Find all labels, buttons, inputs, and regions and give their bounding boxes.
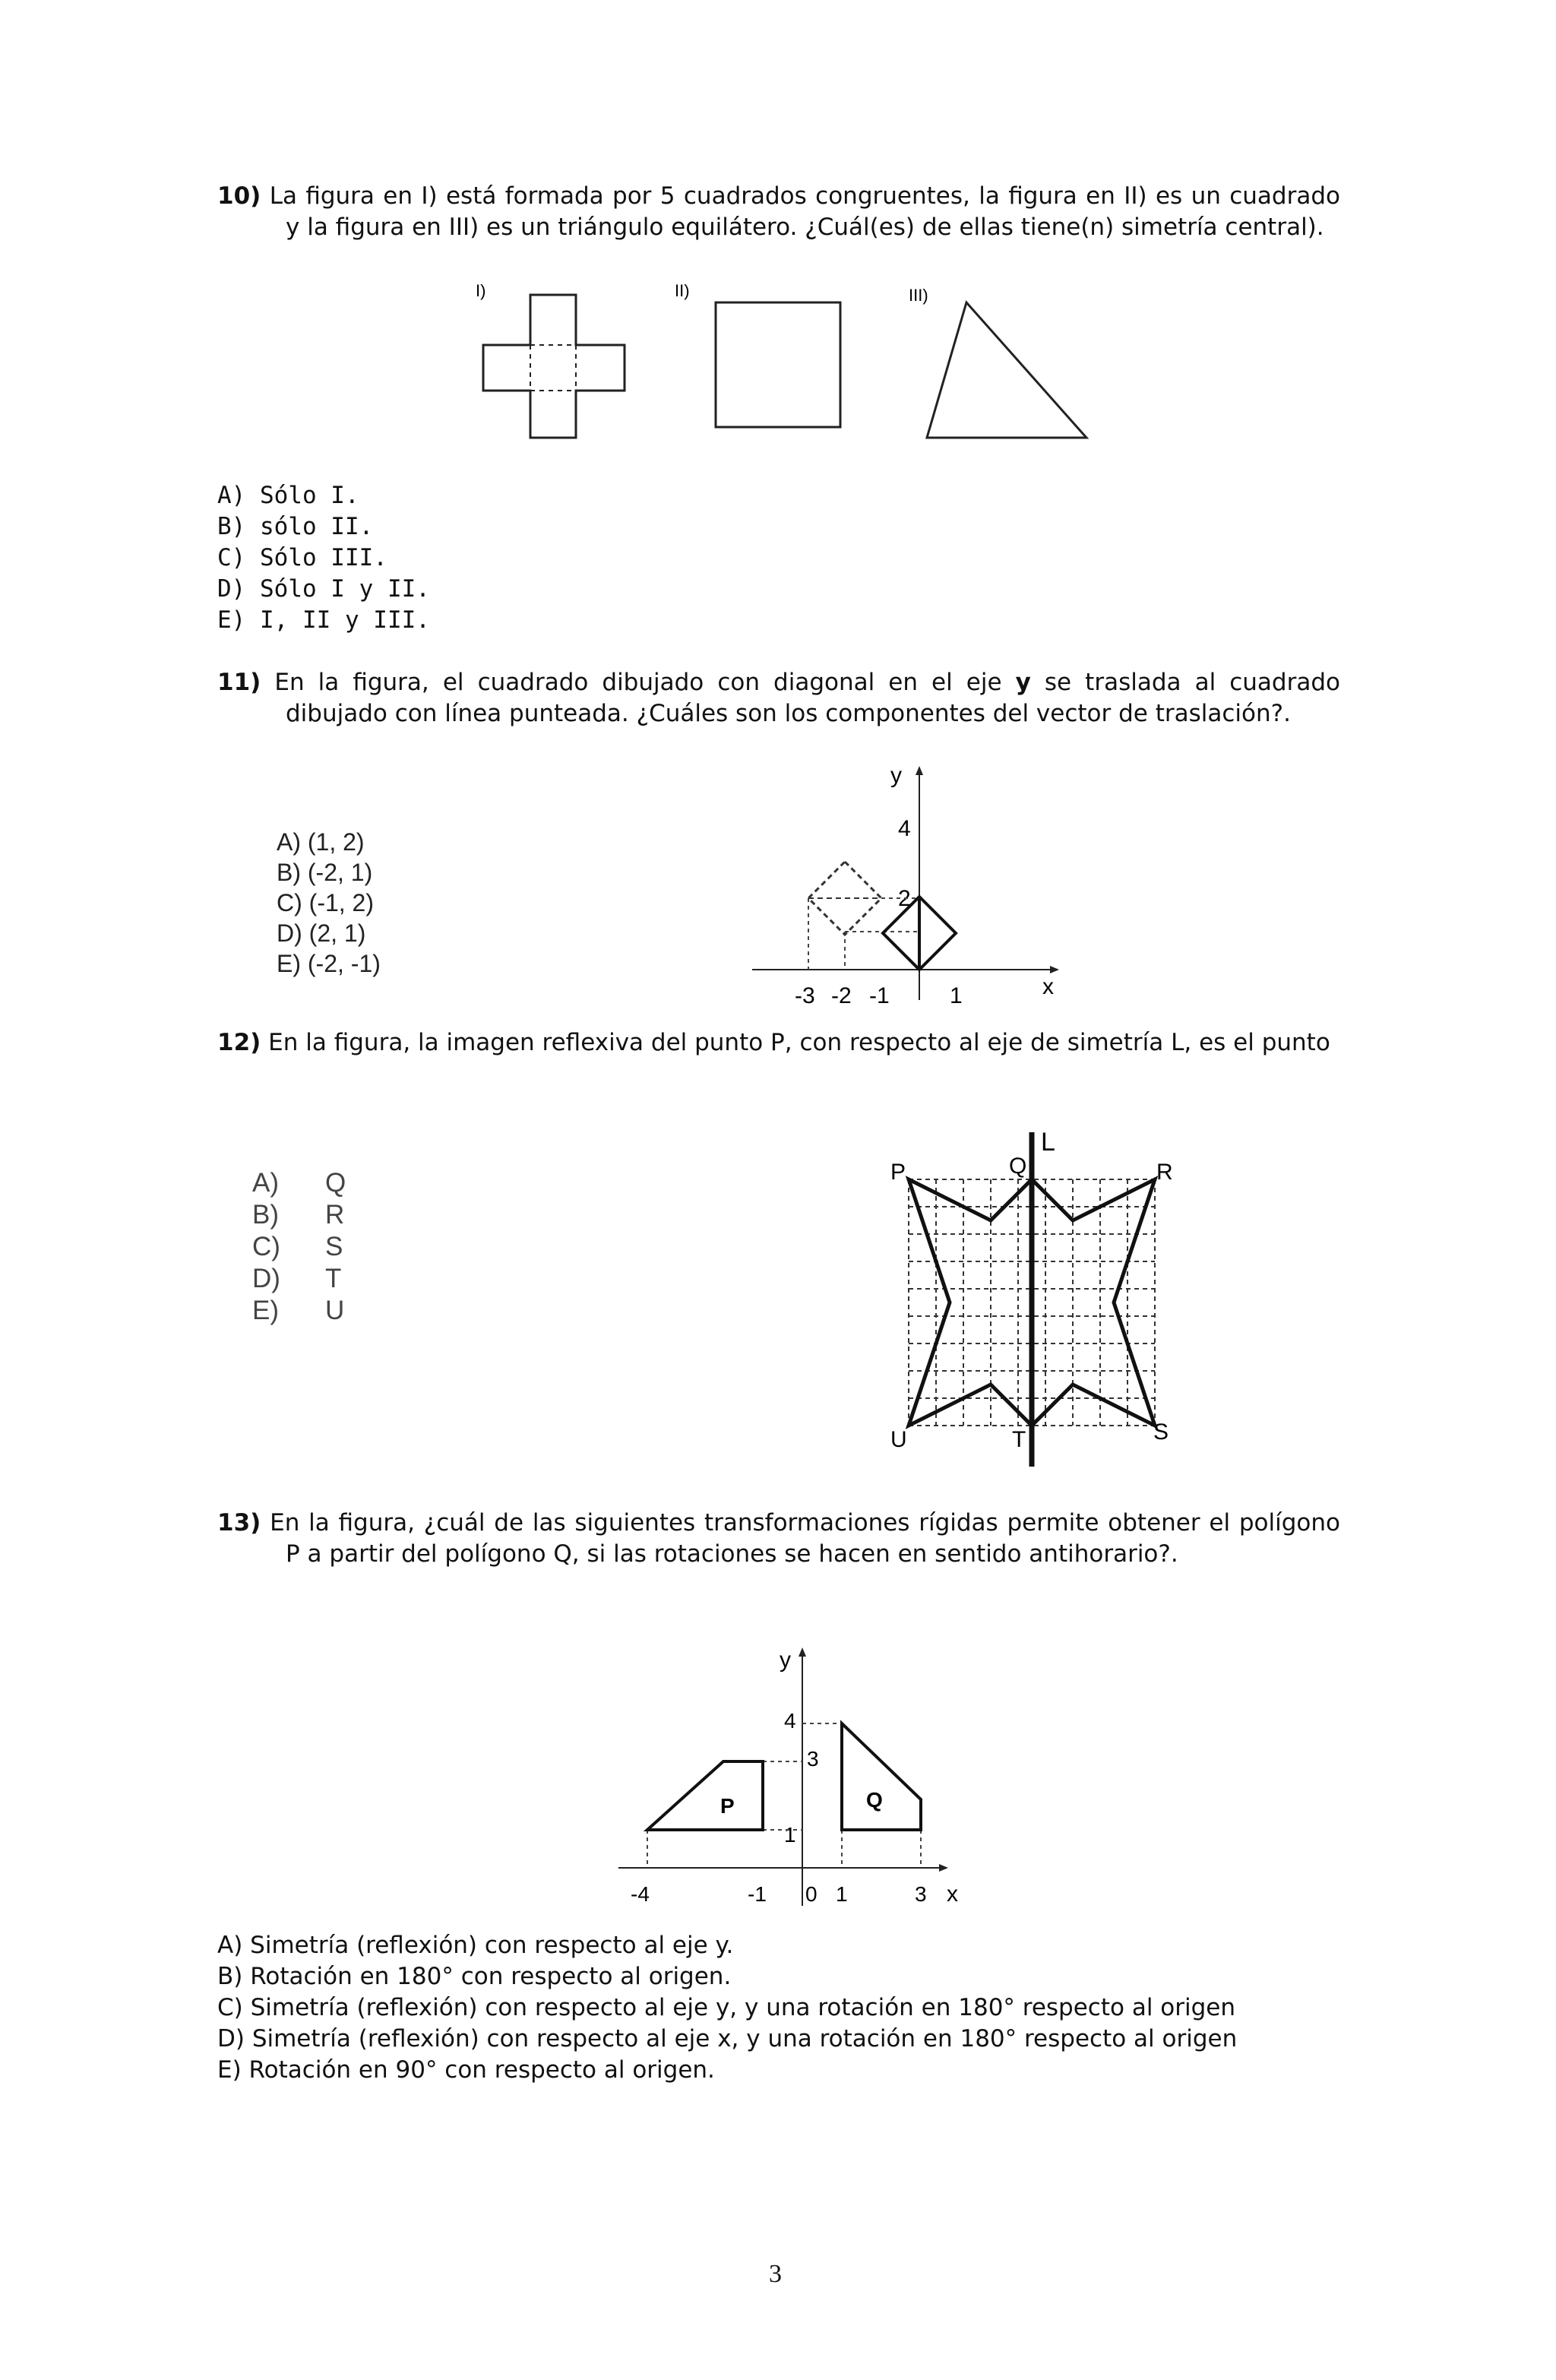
q13-x-tick-3: 3 (915, 1882, 927, 1906)
q12-label-l: L (1041, 1128, 1055, 1157)
q11-x-arrow (1050, 966, 1059, 973)
q12-option-b[interactable]: B) R (252, 1200, 345, 1230)
q13-x-tick-1: 1 (836, 1882, 848, 1906)
q11-text-before: En la figura, el cuadrado dibujado con diagonal en el eje (274, 669, 1016, 696)
q12-text: En la figura, la imagen reflexiva del punto P, con respecto al eje de simetría L, es el punto (268, 1029, 1330, 1056)
q13-label-p: P (720, 1794, 735, 1818)
q13-y-arrow (799, 1647, 806, 1657)
q11-option-c[interactable]: C) (-1, 2) (277, 889, 374, 916)
q11-number: 11) (217, 669, 261, 696)
q13-options (217, 1930, 1237, 2086)
q12-figure (881, 1125, 1200, 1474)
q10-fig-label-2: II) (675, 281, 690, 300)
q12-statement (217, 1027, 1340, 1059)
q13-polygon-q (842, 1723, 921, 1830)
q13-text: En la figura, ¿cuál de las siguientes transformaciones rígidas permite obtener el polígono P a partir del polígono Q, si las rotaciones se hacen en sentido antihorario?. (270, 1509, 1340, 1568)
q13-option-e[interactable]: E) Rotación en 90° con respecto al origen. (217, 2056, 715, 2084)
q13-polygon-p (647, 1761, 763, 1830)
q11-x-tick-m2: -2 (831, 983, 852, 1008)
triangle-figure (927, 302, 1086, 438)
q13-y-tick-4: 4 (784, 1709, 796, 1733)
q13-statement (217, 1508, 1340, 1570)
q13-option-d[interactable]: D) Simetría (reflexión) con respecto al eje x, y una rotación en 180° respecto al origen (217, 2025, 1238, 2052)
q12-options (252, 1167, 346, 1327)
q13-x-tick-m4: -4 (631, 1882, 650, 1906)
q13-y-tick-3: 3 (807, 1747, 819, 1771)
q10-fig-label-1: I) (476, 281, 486, 300)
q13-graph (608, 1638, 972, 1920)
q11-y-label: y (890, 763, 902, 788)
q12-option-a[interactable]: A) Q (252, 1168, 346, 1198)
q13-number: 13) (217, 1509, 261, 1537)
q10-fig-label-3: III) (909, 286, 928, 305)
q11-x-tick-m1: -1 (869, 983, 890, 1008)
q10-figures (456, 281, 1109, 448)
q13-option-b[interactable]: B) Rotación en 180° con respecto al origen. (217, 1963, 732, 1990)
q11-option-a[interactable]: A) (1, 2) (277, 828, 365, 856)
q10-statement (217, 181, 1340, 243)
q10-number: 10) (217, 182, 261, 210)
q12-option-d[interactable]: D) T (252, 1264, 342, 1293)
q10-text: La figura en I) está formada por 5 cuadrados congruentes, la figura en II) es un cuadrado y la figura en III) es un triángulo equilátero. ¿Cuál(es) de ellas tiene(n) simetría central). (269, 182, 1340, 241)
cross-figure (483, 295, 625, 438)
q11-statement (217, 667, 1340, 730)
q12-label-q: Q (1009, 1154, 1027, 1179)
q11-text-after: se traslada al cuadrado dibujado con línea punteada. ¿Cuáles son los componentes del vector de traslación?. (286, 669, 1340, 727)
q12-option-e[interactable]: E) U (252, 1296, 345, 1325)
q13-y-label: y (780, 1647, 791, 1673)
q12-option-c[interactable]: C) S (252, 1232, 343, 1261)
q10-option-e[interactable]: E) I, II y III. (217, 606, 430, 634)
q11-option-e[interactable]: E) (-2, -1) (277, 950, 381, 977)
q13-x-tick-0: 0 (805, 1882, 818, 1906)
q11-x-label: x (1042, 974, 1054, 999)
page-number: 3 (769, 2260, 782, 2288)
q10-option-c[interactable]: C) Sólo III. (217, 544, 387, 571)
q13-x-tick-m1: -1 (748, 1882, 767, 1906)
q11-y-arrow (916, 766, 923, 775)
q13-label-q: Q (866, 1788, 883, 1812)
q12-number: 12) (217, 1029, 261, 1056)
q11-x-tick-1: 1 (950, 983, 963, 1008)
q12-label-p: P (890, 1160, 906, 1185)
q11-options (277, 827, 381, 979)
q11-graph (745, 757, 1071, 1015)
q12-label-r: R (1156, 1160, 1173, 1185)
q10-option-b[interactable]: B) sólo II. (217, 513, 374, 540)
q11-option-d[interactable]: D) (2, 1) (277, 919, 366, 947)
q13-x-label: x (947, 1882, 958, 1907)
q10-option-d[interactable]: D) Sólo I y II. (217, 575, 430, 603)
square-figure (716, 302, 840, 427)
q10-option-a[interactable]: A) Sólo I. (217, 482, 359, 509)
q13-option-c[interactable]: C) Simetría (reflexión) con respecto al eje y, y una rotación en 180° respecto al origen (217, 1994, 1236, 2021)
q10-options (217, 480, 430, 636)
q12-label-s: S (1153, 1419, 1169, 1445)
q13-y-tick-1: 1 (784, 1823, 796, 1847)
q11-x-tick-m3: -3 (795, 983, 815, 1008)
q12-label-u: U (890, 1427, 907, 1452)
q13-option-a[interactable]: A) Simetría (reflexión) con respecto al eje y. (217, 1932, 734, 1959)
q11-y-tick-2: 2 (898, 886, 911, 911)
q11-y-tick-4: 4 (898, 816, 911, 841)
q13-x-arrow (939, 1864, 948, 1872)
q12-label-t: T (1012, 1427, 1026, 1452)
q11-option-b[interactable]: B) (-2, 1) (277, 859, 373, 886)
q11-text-bold: y (1015, 669, 1031, 696)
